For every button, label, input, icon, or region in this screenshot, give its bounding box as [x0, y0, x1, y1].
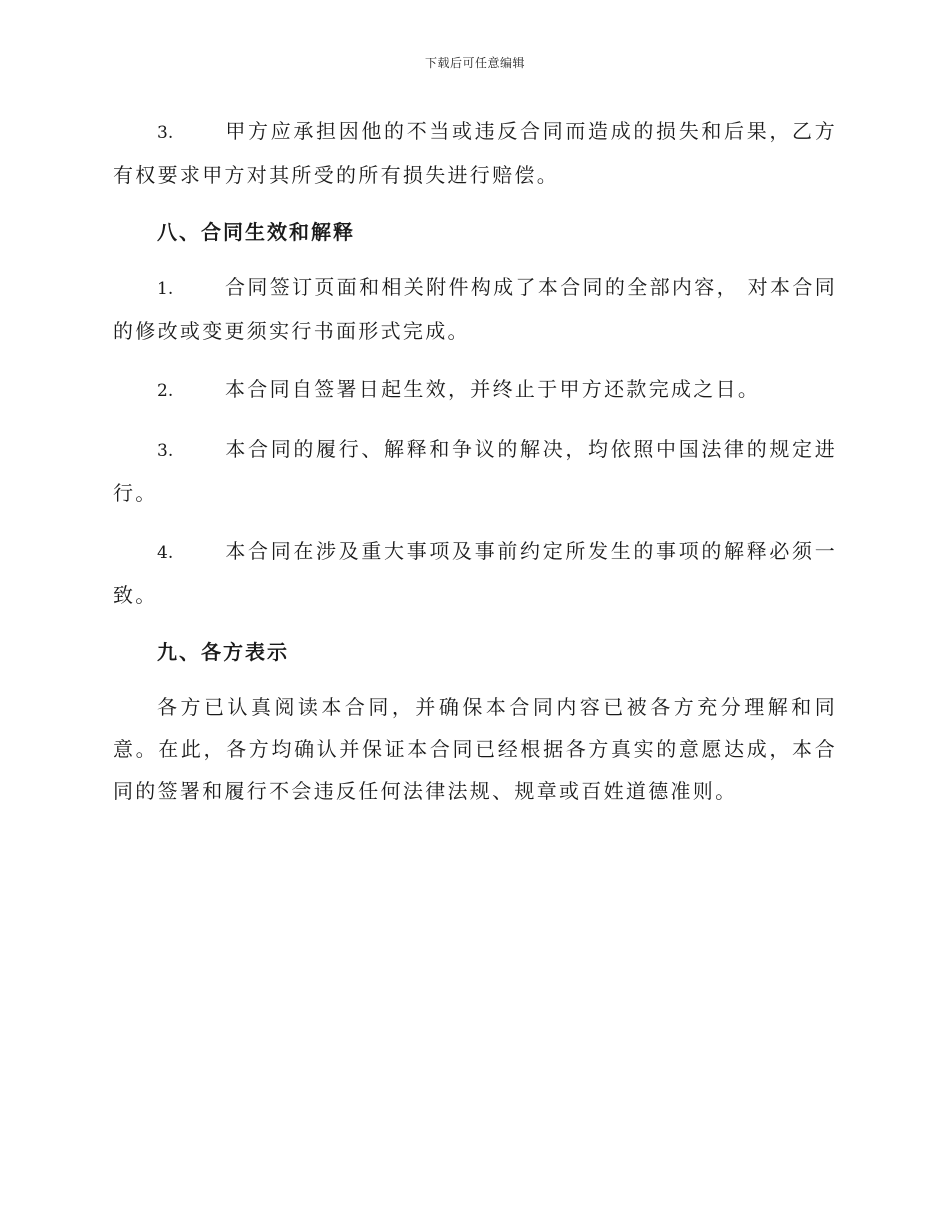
section-8-heading: 八、合同生效和解释	[157, 220, 355, 244]
section-9-heading: 九、各方表示	[157, 640, 289, 664]
clause-8-item-4	[113, 530, 837, 616]
clause-7-item-3	[113, 110, 837, 196]
clause-text: 本合同的履行、解释和争议的解决，均依照中国法律的规定进行。	[113, 437, 837, 505]
clause-number: 3.	[157, 441, 174, 461]
clause-8-item-2	[113, 368, 837, 412]
clause-text: 本合同在涉及重大事项及事前约定所发生的事项的解释必须一致。	[113, 539, 837, 607]
clause-text: 甲方应承担因他的不当或违反合同而造成的损失和后果，乙方有权要求甲方对其所受的所有损失进行赔偿。	[113, 119, 837, 187]
document-body	[113, 110, 837, 812]
clause-8-item-1	[113, 266, 837, 352]
clause-number: 2.	[157, 381, 174, 401]
page-header-note: 下载后可任意编辑	[424, 56, 525, 70]
clause-text: 合同签订页面和相关附件构成了本合同的全部内容， 对本合同的修改或变更须实行书面形式完成。	[113, 275, 837, 343]
clause-number: 1.	[157, 279, 174, 299]
clause-text: 本合同自签署日起生效，并终止于甲方还款完成之日。	[225, 377, 761, 401]
clause-number: 3.	[157, 123, 174, 143]
section-9-paragraph: 各方已认真阅读本合同，并确保本合同内容已被各方充分理解和同意。在此，各方均确认并保证本合同已经根据各方真实的意愿达成，本合同的签署和履行不会违反任何法律法规、规章或百姓道德准则。	[113, 695, 837, 803]
clause-8-item-3	[113, 428, 837, 514]
clause-number: 4.	[157, 543, 174, 563]
